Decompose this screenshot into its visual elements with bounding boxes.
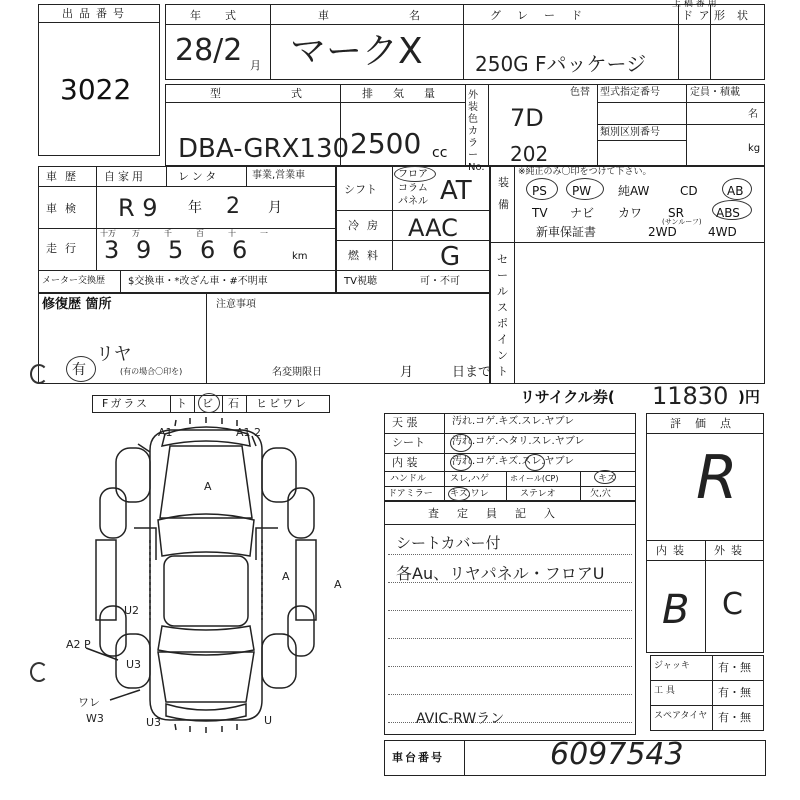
binder-hole-top [30,364,48,384]
equipment-label: 装備 [498,176,509,211]
condition-row-options: 汚れ.コゲ.キズ.スレ.ヤブレ [452,456,575,467]
class-label: 類別区別番号 [600,127,660,138]
glass-label: Fガラス [102,397,149,410]
equip-ps: PS [532,184,547,198]
displacement-label: 排気量 [362,87,455,100]
mileage-digit-label: 千 [164,229,172,238]
exterior-grade-label: 外装 [714,544,748,557]
capacity-unit-person: 名 [748,109,758,120]
inspector-line-3: AVIC-RWラン [416,711,505,727]
mileage-digit-label: 十 [228,229,236,238]
inspection-year: 年 [188,200,202,216]
condition-row-label: シート [392,436,425,449]
roof [164,556,248,626]
right-door-line [256,528,278,560]
deadline-month: 月 [400,365,414,380]
car-name: マークX [290,31,423,72]
grade: 250G Fパッケージ [475,52,647,76]
right-side-panel [296,540,316,620]
inspector-line-1: シートカバー付 [396,534,501,552]
exterior-color-label: 外装色カラーNo. [468,90,485,173]
interior-grade: B [662,587,690,633]
shift-column: コラム [398,183,428,194]
mileage-digit-label: 十万 [100,229,116,238]
inspection-month: 月 [268,200,282,216]
condition-row-options: 汚れ.コゲ.キズ.スレ.ヤブレ [452,416,575,427]
glass-crack: ヒビワレ [256,397,308,410]
year-value: 28/2 [175,33,243,68]
score-label: 評価点 [670,417,745,430]
condition-row-options: 汚れ.コゲ.ヘタリ.スレ.ヤブレ [452,436,585,447]
ac-value: AAC [408,214,458,242]
repair-label: 修復歴 箇所 [42,297,112,312]
year-label: 年式 [190,9,260,22]
mileage-digit-label: 一 [260,229,268,238]
displacement-value: 2500 [350,127,422,160]
capacity-unit-kg: kg [748,143,761,154]
fuel-label: 燃料 [348,249,386,262]
repair-note: (有の場合〇印を) [120,367,183,376]
condition-row-label: 内 装 [392,456,418,469]
mark-left-rear-u3: U3 [126,658,142,671]
handle-label: ハンドル [390,474,427,484]
mileage-digit: 5 [168,236,184,264]
tools-row-value: 有・無 [718,711,751,724]
equipment-note: ※純正のみ〇印をつけて下さい。 [518,167,652,177]
shift-floor: フロア [398,169,428,180]
tools-row-value: 有・無 [718,661,751,674]
model-label: 型式 [210,87,372,100]
repair-value: リヤ [96,344,132,365]
color-number: 202 [510,142,549,166]
inspector-line-2: 各Au、リヤパネル・フロアU [396,564,605,583]
handle-options: スレ,ハゲ [450,474,489,484]
mark-rear-w3: W3 [86,712,104,725]
mark-rear-u3: U3 [146,716,162,729]
top-right-note: 上 稿 番 用 [672,0,717,9]
tv-label: TV視聴 [344,276,377,287]
tools-row-label: スペアタイヤ [654,711,708,721]
mileage-unit: km [292,251,308,262]
ac-label: 冷房 [348,219,386,232]
equip-tv: TV [532,206,548,220]
capacity-label: 定員・積載 [690,87,740,98]
rear-left-wheel [100,606,126,656]
shape-label: 形状 [714,9,760,22]
glass-bi: ビ [202,397,213,410]
windshield [158,514,254,556]
door-mirror-label: ドアミラー [388,489,433,499]
stereo-options: 欠,穴 [590,489,611,499]
rear-right-fender [262,634,296,688]
repair-has: 有 [72,362,86,378]
equip-aw: 純AW [618,184,650,198]
binder-hole-bottom [30,662,48,682]
car-name-label: 車名 [318,9,500,22]
lot-number: 3022 [60,73,132,106]
stereo-label: ステレオ [520,489,556,499]
mileage-digit: 6 [232,236,248,264]
tools-row-label: 工 具 [654,686,675,696]
rear-window [158,626,254,655]
mark-left-rear-u2: U2 [124,604,140,617]
shift-label: シフト [344,183,377,196]
equip-sr: SR [668,206,684,220]
chassis-value: 6097543 [550,737,684,772]
deadline-day: 日まで [452,365,492,380]
door-mirror-options: キズ,ワレ [450,489,489,499]
mark-rear-u: U [264,714,273,727]
history-label: 車歴 [46,170,84,183]
equip-sunroof-note: (サンルーフ) [662,218,702,226]
mileage-digit: 9 [136,236,152,264]
equip-leather: カワ [618,206,643,220]
type-designation-label: 型式指定番号 [600,87,660,98]
front-right-wheel [288,488,314,538]
recycle-suffix: )円 [738,388,760,406]
meter-exchange-label: メーター交換歴 [42,276,106,286]
front-right-fender [262,448,296,502]
equip-navi: ナビ [570,206,595,220]
mark-front-right: A1 2 [236,426,262,439]
chassis-label: 車台番号 [392,751,444,764]
shift-value: AT [440,176,472,206]
history-private: 自家用 [104,170,146,183]
lot-number-label: 出品番号 [62,7,130,20]
glass-stone: 石 [228,397,239,410]
history-business: 事業,営業車 [252,170,306,181]
meter-exchange-options: $交換車・*改ざん車・#不明車 [128,276,268,287]
mark-right-side: A [334,578,342,591]
mileage-digit: 6 [200,236,216,264]
recycle-label: リサイクル券( [520,388,615,406]
inspection-value: R 9 [118,194,158,222]
left-door-line [134,528,156,560]
equip-2wd: 2WD [648,225,677,239]
glass-to: ト [176,397,187,410]
model-value: DBA-GRX130 [178,134,350,164]
tv-options: 可・不可 [420,276,460,287]
wheel-options: キズ [598,474,616,484]
wheel-label: ホイール(CP) [510,474,559,483]
score-value: R [696,443,738,513]
rear-grille [175,724,237,733]
displacement-unit: cc [432,145,448,161]
mark-front-left: A1 [158,426,173,439]
trunk [158,652,254,702]
mark-rear-crack: ワレ [78,696,100,709]
color-value: 7D [510,104,544,132]
mileage-digit: 3 [104,236,120,264]
equip-pw: PW [572,184,592,198]
grade-label: グレード [490,9,598,22]
equip-ab: AB [727,184,744,198]
rear-right-wheel [288,606,314,656]
mark-right-front: A [282,570,290,583]
recycle-value: 11830 [652,382,729,410]
mark-left-rear: A2 P [66,638,91,651]
mark-hood: A [204,480,212,493]
front-left-wheel [100,488,126,538]
inspection-label: 車検 [46,202,84,215]
exterior-grade: C [722,587,743,622]
grille [175,417,237,426]
equip-cd: CD [680,184,698,198]
history-rental: レンタ [178,170,220,183]
inspector-label: 査定員記入 [428,507,573,520]
color-change-label: 色替 [570,87,590,98]
notice-label: 注意事項 [216,299,256,310]
condition-row-label: 天 張 [392,416,418,429]
tools-row-label: ジャッキ [654,661,690,671]
mileage-digit-label: 百 [196,229,204,238]
shift-panel: パネル [398,196,428,207]
mileage-digit-label: 万 [132,229,140,238]
front-left-fender [116,448,150,502]
fuel-value: G [440,242,461,272]
year-month-suffix: 月 [250,59,261,72]
deadline-label: 名変期限日 [272,367,322,378]
rear-bumper [166,704,246,721]
inspection-month-value: 2 [226,194,240,219]
sales-point-label: セールスポイント [497,253,508,378]
equip-4wd: 4WD [708,225,737,239]
tools-row-value: 有・無 [718,686,751,699]
equip-abs: ABS [716,206,740,220]
equip-warranty: 新車保証書 [536,225,597,239]
interior-grade-label: 内装 [656,544,690,557]
door-label: ドア [682,9,716,22]
mileage-label: 走行 [46,242,84,255]
